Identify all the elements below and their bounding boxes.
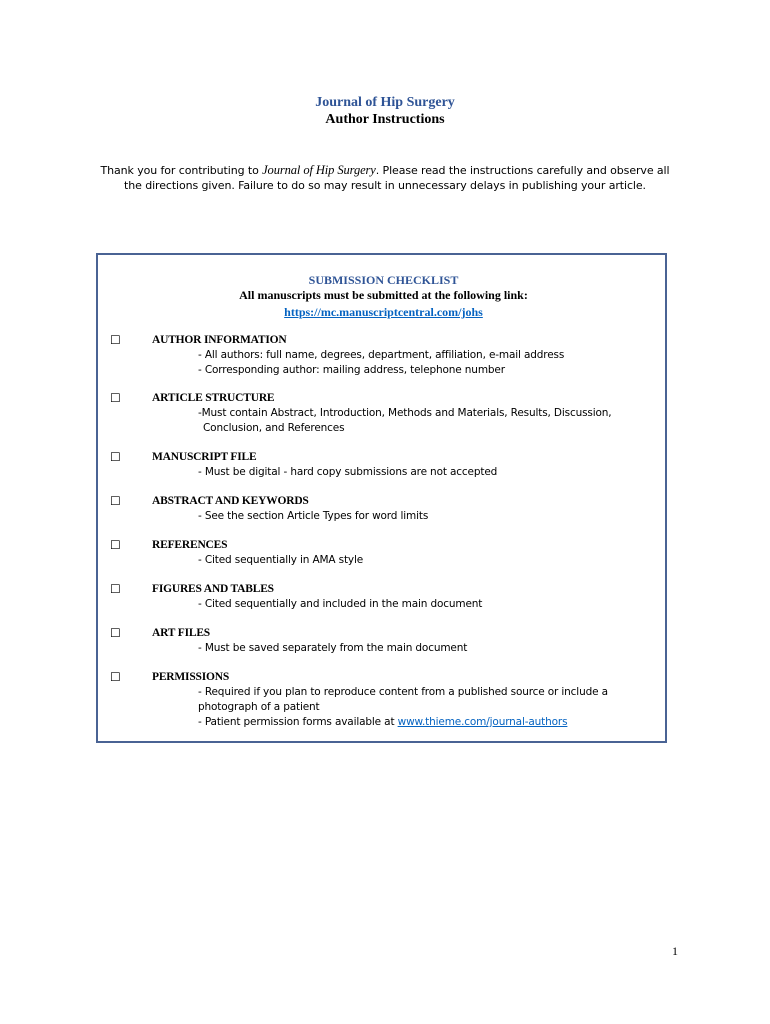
page-number: 1	[672, 944, 678, 958]
item-note: - All authors: full name, degrees, department, affiliation, e-mail address	[198, 349, 565, 361]
item-notes	[198, 641, 638, 656]
document-title: Author Instructions	[325, 112, 445, 127]
item-notes	[198, 509, 638, 524]
item-label: REFERENCES	[152, 539, 228, 551]
item-notes	[198, 597, 638, 612]
item-note: - See the section Article Types for word limits	[198, 510, 429, 522]
item-note: - Must be digital - hard copy submissions are not accepted	[198, 466, 498, 478]
item-notes	[198, 406, 648, 436]
item-label: AUTHOR INFORMATION	[152, 334, 287, 346]
item-label: FIGURES AND TABLES	[152, 583, 274, 595]
item-label: ARTICLE STRUCTURE	[152, 392, 275, 404]
journal-authors-link[interactable]: www.thieme.com/journal-authors	[397, 716, 568, 728]
intro-text-start: Thank you for contributing to	[100, 164, 263, 177]
submission-link[interactable]: https://mc.manuscriptcentral.com/johs	[284, 305, 483, 319]
checkbox-figures-and-tables[interactable]: ☐	[110, 582, 121, 596]
item-label: ABSTRACT AND KEYWORDS	[152, 495, 309, 507]
intro-paragraph	[95, 163, 675, 193]
checkbox-references[interactable]: ☐	[110, 538, 121, 552]
item-label: PERMISSIONS	[152, 671, 230, 683]
intro-journal-name: Journal of Hip Surgery	[262, 163, 376, 177]
intro-text-end: . Please read the instructions carefully and observe all the directions given. Failure to do so may result in unnecessary delays in publishing your article.	[124, 164, 670, 192]
item-note: Conclusion, and References	[203, 422, 345, 434]
checkbox-article-structure[interactable]: ☐	[110, 391, 121, 405]
item-notes	[198, 685, 638, 730]
checkbox-abstract-and-keywords[interactable]: ☐	[110, 494, 121, 508]
checklist-title: SUBMISSION CHECKLIST	[308, 273, 459, 287]
item-note-text: - Patient permission forms available at	[198, 716, 398, 728]
item-note: -Must contain Abstract, Introduction, Methods and Materials, Results, Discussion,	[198, 407, 612, 419]
journal-title: Journal of Hip Surgery	[315, 95, 455, 110]
item-note: - Required if you plan to reproduce content from a published source or include a	[198, 686, 608, 698]
checklist-header	[96, 273, 671, 321]
checkbox-art-files[interactable]: ☐	[110, 626, 121, 640]
item-note: - Corresponding author: mailing address, telephone number	[198, 364, 505, 376]
item-note	[198, 715, 638, 730]
item-note: - Cited sequentially and included in the main document	[198, 598, 483, 610]
item-label: MANUSCRIPT FILE	[152, 451, 257, 463]
item-notes	[198, 348, 638, 378]
item-note: - Cited sequentially in AMA style	[198, 554, 364, 566]
checklist-subtitle: All manuscripts must be submitted at the following link:	[239, 288, 528, 302]
checkbox-permissions[interactable]: ☐	[110, 670, 121, 684]
item-notes	[198, 553, 638, 568]
item-notes	[198, 465, 638, 480]
item-note: photograph of a patient	[198, 701, 320, 713]
item-label: ART FILES	[152, 627, 210, 639]
item-note: - Must be saved separately from the main document	[198, 642, 468, 654]
checkbox-manuscript-file[interactable]: ☐	[110, 450, 121, 464]
page-header	[0, 94, 770, 128]
checkbox-author-information[interactable]: ☐	[110, 333, 121, 347]
